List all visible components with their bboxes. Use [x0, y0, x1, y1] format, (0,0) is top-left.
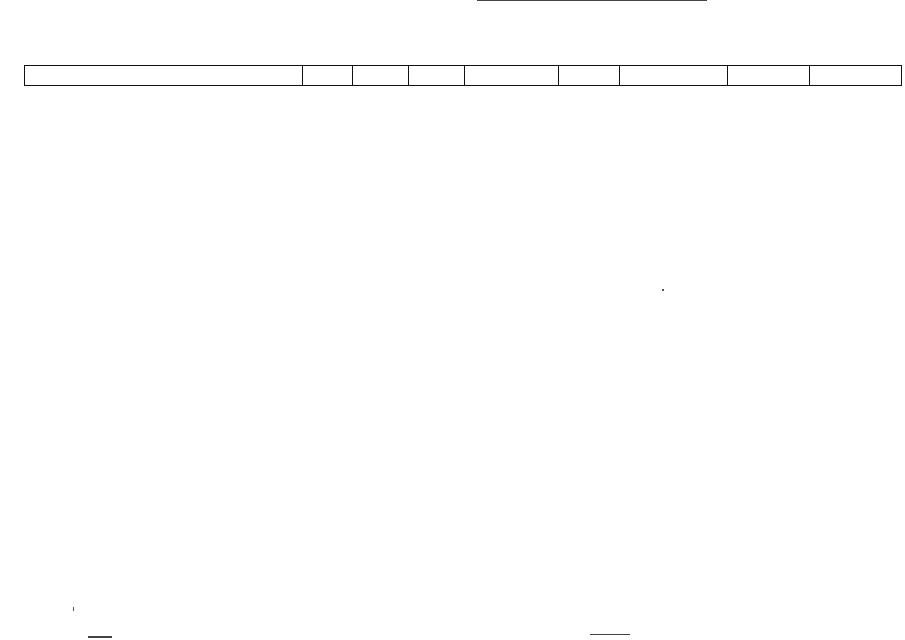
scan-artifact-line [590, 634, 630, 635]
table-header [24, 65, 902, 86]
header-col-4 [408, 66, 465, 85]
scan-artifact-dot [662, 289, 664, 291]
header-col-2 [302, 66, 353, 85]
header-col-6 [558, 66, 620, 85]
header-col-1 [25, 66, 303, 85]
header-col-8 [727, 66, 810, 85]
header-col-9 [809, 66, 901, 85]
header-col-7 [619, 66, 728, 85]
scan-artifact-line [477, 0, 707, 1]
scan-artifact-line [88, 636, 112, 638]
scan-artifact-dot [73, 607, 74, 611]
header-col-3 [352, 66, 409, 85]
header-col-5 [464, 66, 559, 85]
